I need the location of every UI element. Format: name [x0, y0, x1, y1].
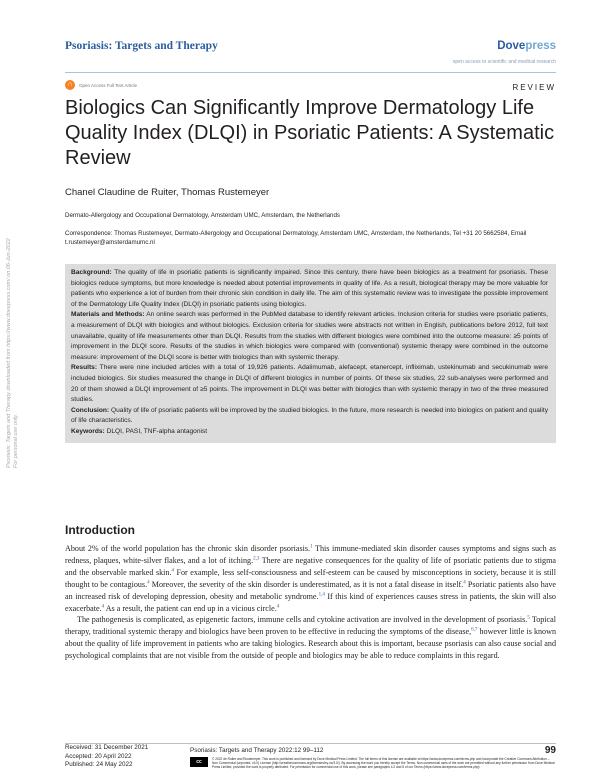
text-run: Psoriatic patients also have an increased risk of developing depression, obesity and metabolic syndrome.: [65, 579, 556, 601]
accepted-date: Accepted: 20 April 2022: [65, 752, 132, 760]
citation-ref[interactable]: 4: [101, 603, 105, 609]
citation-ref[interactable]: 5: [527, 615, 530, 621]
abstract-background: [71, 268, 548, 310]
label-methods: Materials and Methods:: [71, 311, 145, 319]
abstract-conclusion: [71, 406, 548, 427]
affiliation: Dermato-Allergology and Occupational Dermatology, Amsterdam UMC, Amsterdam, the Netherlands: [65, 212, 341, 219]
citation-ref[interactable]: 4: [463, 580, 466, 586]
published-date: Published: 24 May 2022: [65, 761, 133, 768]
citation-ref[interactable]: 4: [147, 580, 150, 586]
article-title: Biologics Can Significantly Improve Dermatology Life Quality Index (DLQI) in Psoriatic Patients: A Systematic Review: [65, 97, 555, 169]
introduction-body: [65, 543, 556, 662]
section-heading-introduction: Introduction: [65, 523, 135, 537]
abstract-methods: [71, 310, 548, 363]
download-watermark: [6, 168, 20, 468]
text-conclusion: Quality of life of psoriatic patients will be improved by the studied biologics. In the future, more research is needed into biologics on patient and quality of life characteristics.: [71, 406, 548, 425]
text-run: Topical therapy, traditional systemic therapy and biologics have been proven to be effective in reducing the symptoms of the disease,: [65, 615, 556, 637]
label-conclusion: Conclusion:: [71, 406, 110, 414]
citation-ref[interactable]: 1,4: [318, 591, 325, 597]
publisher-tagline: open access to scientific and medical research: [452, 59, 556, 65]
article-dates: [65, 744, 148, 770]
abstract-box: [65, 264, 556, 443]
text-run: For example, less self-consciousness and self-esteem can be caused by misconceptions in society, because it is still thought to be contagious.: [65, 567, 556, 589]
header-divider: [65, 72, 556, 73]
running-citation: Psoriasis: Targets and Therapy 2022:12 99–112: [190, 747, 324, 754]
abstract-keywords: [71, 427, 548, 438]
correspondence: Correspondence: Thomas Rustemeyer, Dermato-Allergology and Occupational Dermatology, Amsterdam UMC, Amsterdam, the Netherlands, Tel +31 20 5662584, Email t.rustemeyer@amsterdamumc.nl: [65, 230, 527, 246]
text-results: There were nine included articles with a total of 19,926 patients. Adalimumab, alefacept, etanercept, infliximab, ustekinumab and secukinumab were included biologics. Six studies measured the change in DLQI of different biologics in number of points. Of these six studies, 22 sub-analyses were performed and 20 of them showed a DLQI improvement of ≥5 points. The improvement in DLQI was better with biologics than with systemic therapy in two of the three measured studies.: [71, 364, 548, 404]
brand-accent: press: [525, 40, 556, 52]
label-background: Background:: [71, 269, 112, 276]
citation-ref[interactable]: 1: [310, 544, 313, 550]
watermark-line-2: For personal use only.: [13, 413, 19, 468]
intro-paragraph-2: [65, 614, 556, 662]
open-access-icon: ∩: [65, 80, 75, 90]
text-run: There are negative consequences for the quality of life of psoriatic patients due to stigma and the observable marked skin.: [65, 555, 556, 577]
received-date: Received: 31 December 2021: [65, 744, 149, 751]
text-run: Moreover, the severity of the skin disorder is underestimated, as it is not a fatal disease in itself.: [149, 579, 464, 589]
citation-ref[interactable]: 2,3: [253, 556, 260, 562]
open-access-label: Open Access Full Text Article: [79, 82, 137, 88]
open-access-badge: [65, 80, 137, 90]
text-run: This immune-mediated skin disorder causes symptoms and signs such as redness, plaques, white-silver flakes, and a lot of itching.: [65, 544, 557, 565]
license-text: © 2022 de Ruiter and Rustemeyer. This work is published and licensed by Dove Medical Press Limited. The full terms of this license are available at https://www.dovepress.com/terms.php and incorporate the Creative Commons Attribution – Non Commercial (unported, v3.0) License (http://creativecommons.org/licenses/by-nc/3.0/). By accessing the work you hereby accept the Terms. Non-commercial uses of the work are permitted without any further permission from Dove Medical Press Limited, provided the work is properly attributed. For permission for commercial use of this work, please see paragraphs 4.2 and 5 of our Terms (https://www.dovepress.com/terms.php).: [212, 757, 555, 770]
text-run: If this kind of experiences causes stress in patients, the skin will also exacerbate.: [65, 591, 556, 613]
text-run: The pathogenesis is complicated, as epigenetic factors, immune cells and cytokine activation are involved in the development of psoriasis.: [77, 615, 528, 625]
journal-name[interactable]: Psoriasis: Targets and Therapy: [65, 40, 218, 52]
text-keywords: DLQI, PASI, TNF-alpha antagonist: [106, 427, 208, 435]
text-run: As a result, the patient can end up in a vicious circle.: [104, 603, 277, 613]
creative-commons-icon[interactable]: cc: [190, 757, 208, 767]
text-run: however little is known about the quality of life improvement in patients who are taking biologics. Research about this is important, because psoriasis can also cause social and psychological complaints that are not visible from the outside of people and biologics may be able to reduce complaints in this regard.: [65, 627, 556, 661]
text-background: The quality of life in psoriatic patients is significantly impaired. Since this century, there have been biologics as a treatment for psoriasis. These biologics reduce symptoms, but more knowledge is needed about potential improvements in quality of life. As a result, biological therapy may be more valuable for patients who experience a lot of burden from their chronic skin condition in daily life. The aim of this systematic review was to investigate the possible improvement of the Dermatology Life Quality Index (DLQI) in psoriatic patients using biologics.: [71, 269, 548, 308]
citation-ref[interactable]: 6,7: [471, 627, 478, 633]
citation-ref[interactable]: 4: [276, 603, 280, 609]
citation-ref[interactable]: 4: [171, 568, 174, 574]
text-methods: An online search was performed in the PubMed database to identify relevant articles. Inclusion criteria for studies were psoriatic patients, a measurement of DLQI with biologics and without biologics. Exclusion criteria for studies were abstracts not written in English, publications before 2012, full text unavailable, quality of life measurements other than DLQI. Results from the studies with different biologics were combined into the outcome measure: ≥5 points of improvement in the DLQI score. Results of the studies in which biologics were compared with (conventional) systemic therapy were combined in the outcome measure: improvement of the DLQI score is better with biologics than with systemic therapy.: [71, 311, 549, 361]
watermark-line-1: Psoriasis: Targets and Therapy downloaded from https://www.dovepress.com/ on 06-Jun-2022: [6, 238, 12, 468]
publisher-logo[interactable]: [497, 40, 556, 52]
abstract-results: [71, 363, 548, 405]
brand-main: Dove: [497, 40, 526, 52]
label-keywords: Keywords:: [71, 427, 105, 435]
text-run: About 2% of the world population has the chronic skin disorder psoriasis.: [65, 544, 311, 553]
article-type: REVIEW: [512, 83, 556, 92]
author-list: Chanel Claudine de Ruiter, Thomas Rustemeyer: [65, 187, 270, 198]
page-number: 99: [544, 745, 556, 756]
intro-paragraph-1: [65, 543, 556, 614]
label-results: Results:: [71, 364, 98, 372]
